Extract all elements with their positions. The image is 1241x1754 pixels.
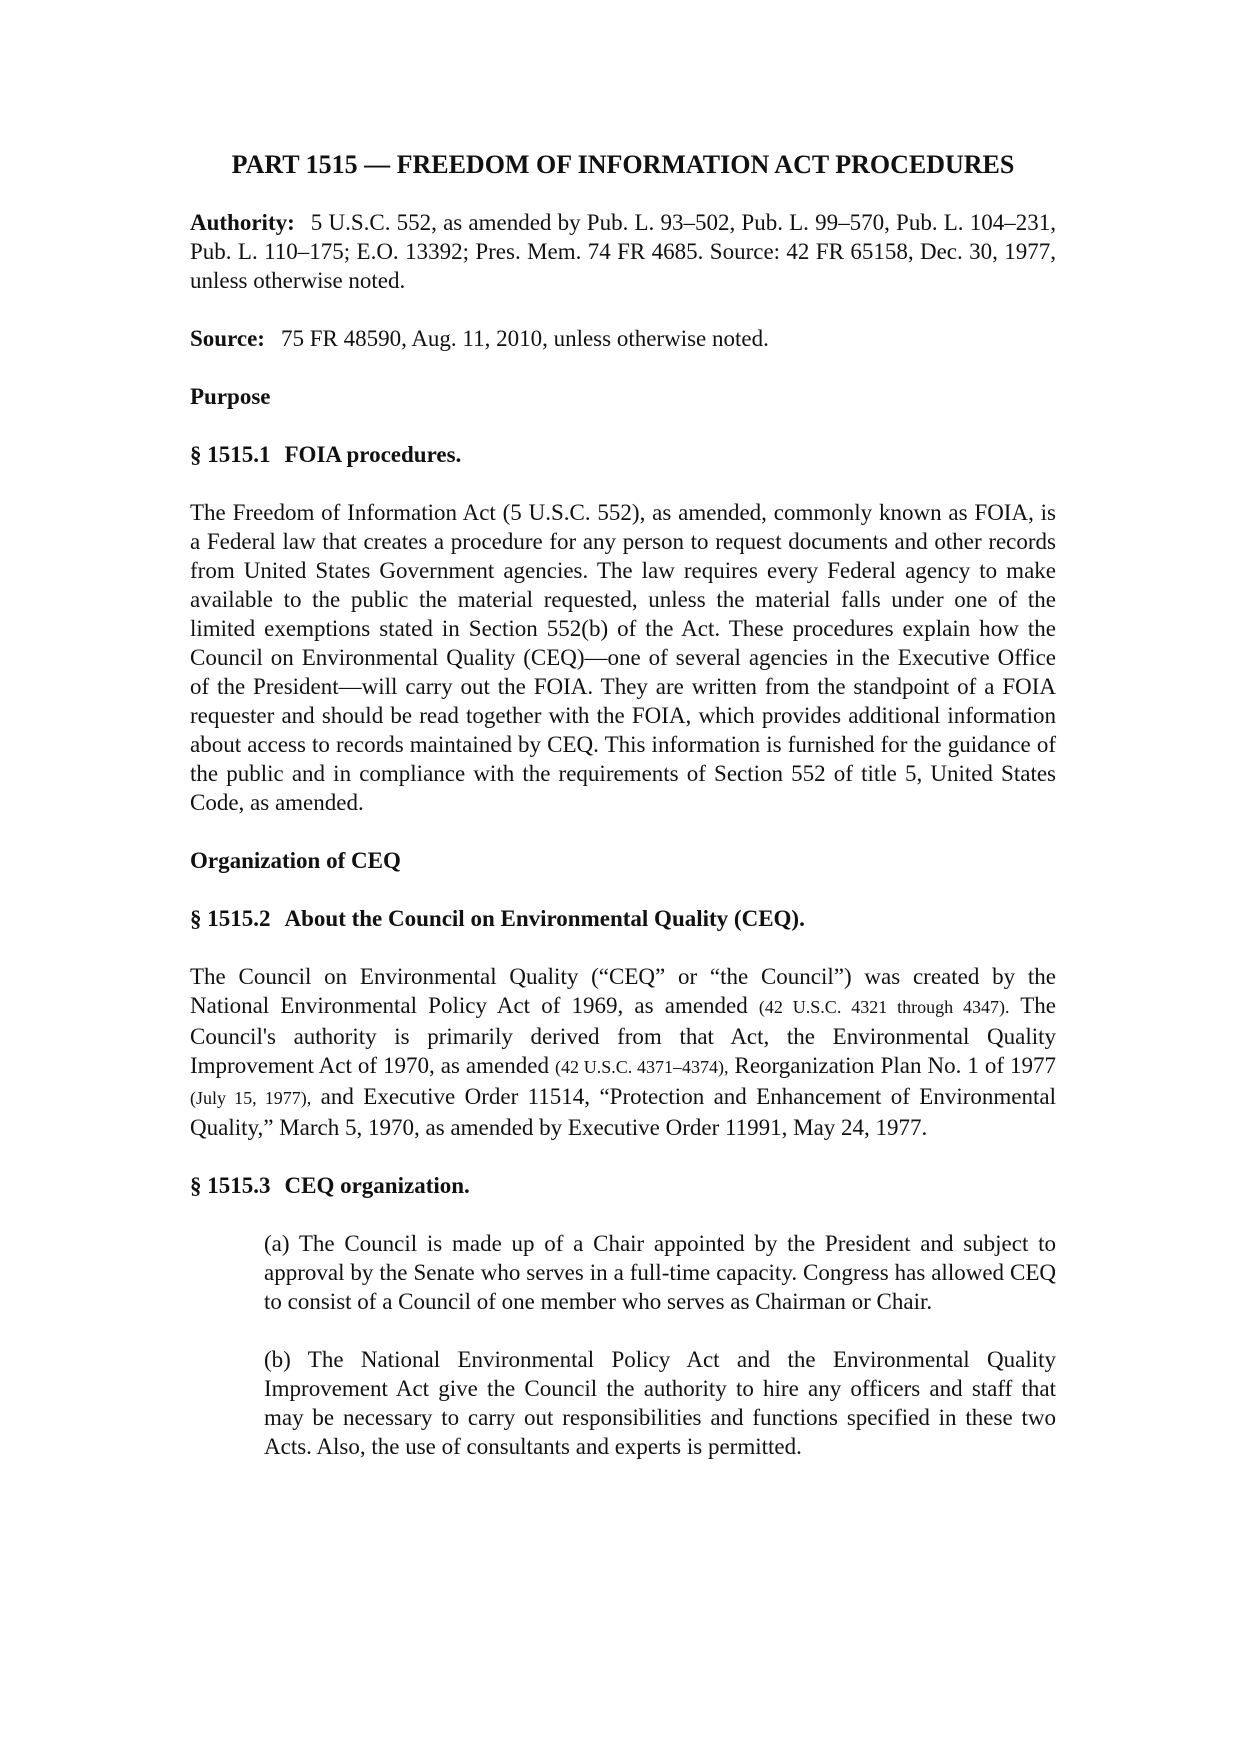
purpose-heading: Purpose (190, 384, 271, 409)
document-page (190, 148, 1056, 1490)
authority-paragraph (190, 208, 1056, 295)
source-paragraph (190, 324, 1056, 353)
section-1515-2-heading (190, 904, 1056, 933)
section-number: § 1515.3 (190, 1173, 271, 1198)
citation: (42 U.S.C. 4371–4374), (554, 1057, 729, 1077)
section-1515-1-body: The Freedom of Information Act (5 U.S.C. 552), as amended, commonly known as FOIA, is a Federal law that creates a procedure for any person to request documents and other records from United States Government agencies. The law requires every Federal agency to make available to the public the material requested, unless the material falls under one of the limited exemptions stated in Section 552(b) of the Act. These procedures explain how the Council on Environmental Quality (CEQ)—one of several agencies in the Executive Office of the President—will carry out the FOIA. They are written from the standpoint of a FOIA requester and should be read together with the FOIA, which provides additional information about access to records maintained by CEQ. This information is furnished for the guidance of the public and in compliance with the requirements of Section 552 of title 5, United States Code, as amended. (190, 500, 1056, 815)
section-number: § 1515.2 (190, 906, 271, 931)
section-number: § 1515.1 (190, 442, 271, 467)
page-title: PART 1515 — FREEDOM OF INFORMATION ACT PROCEDURES (231, 150, 1015, 179)
authority-label: Authority: (190, 210, 295, 235)
body-text: and Executive Order 11514, “Protection and Enhancement of Environmental Quality,” March 5, 1970, as amended by Executive Order 11991, May 24, 1977. (190, 1084, 1056, 1140)
body-text: The Council on Environmental Quality (“CEQ” or “the Council”) was created by the National Environmental Policy Act of 1969, as amended (190, 964, 1056, 1018)
section-title: FOIA procedures. (284, 442, 462, 467)
authority-text: 5 U.S.C. 552, as amended by Pub. L. 93–502, Pub. L. 99–570, Pub. L. 104–231, Pub. L. 110–175; E.O. 13392; Pres. Mem. 74 FR 4685. Source: 42 FR 65158, Dec. 30, 1977, unless otherwise noted. (190, 210, 1056, 293)
body-text: The Council's authority is primarily derived from that Act, the Environmental Quality Improvement Act of 1970, as amended (190, 993, 1057, 1078)
section-1515-1-heading (190, 440, 1056, 469)
source-text: 75 FR 48590, Aug. 11, 2010, unless otherwise noted. (280, 326, 769, 351)
citation: (42 U.S.C. 4321 through 4347). (758, 997, 1010, 1017)
source-label: Source: (190, 326, 265, 351)
section-1515-3-heading (190, 1171, 1056, 1200)
body-text: Reorganization Plan No. 1 of 1977 (728, 1053, 1056, 1078)
section-title: About the Council on Environmental Quality (CEQ). (284, 906, 805, 931)
section-1515-2-body (190, 962, 1056, 1142)
section-1515-3-para-b: (b) The National Environmental Policy Act and the Environmental Quality Improvement Act give the Council the authority to hire any officers and staff that may be necessary to carry out responsibilities and functions specified in these two Acts. Also, the use of consultants and experts is permitted. (264, 1347, 1056, 1459)
citation: (July 15, 1977), (190, 1088, 312, 1108)
organization-heading: Organization of CEQ (190, 848, 401, 873)
section-title: CEQ organization. (284, 1173, 470, 1198)
section-1515-3-para-a: (a) The Council is made up of a Chair appointed by the President and subject to approval by the Senate who serves in a full-time capacity. Congress has allowed CEQ to consist of a Council of one member who serves as Chairman or Chair. (264, 1231, 1056, 1314)
